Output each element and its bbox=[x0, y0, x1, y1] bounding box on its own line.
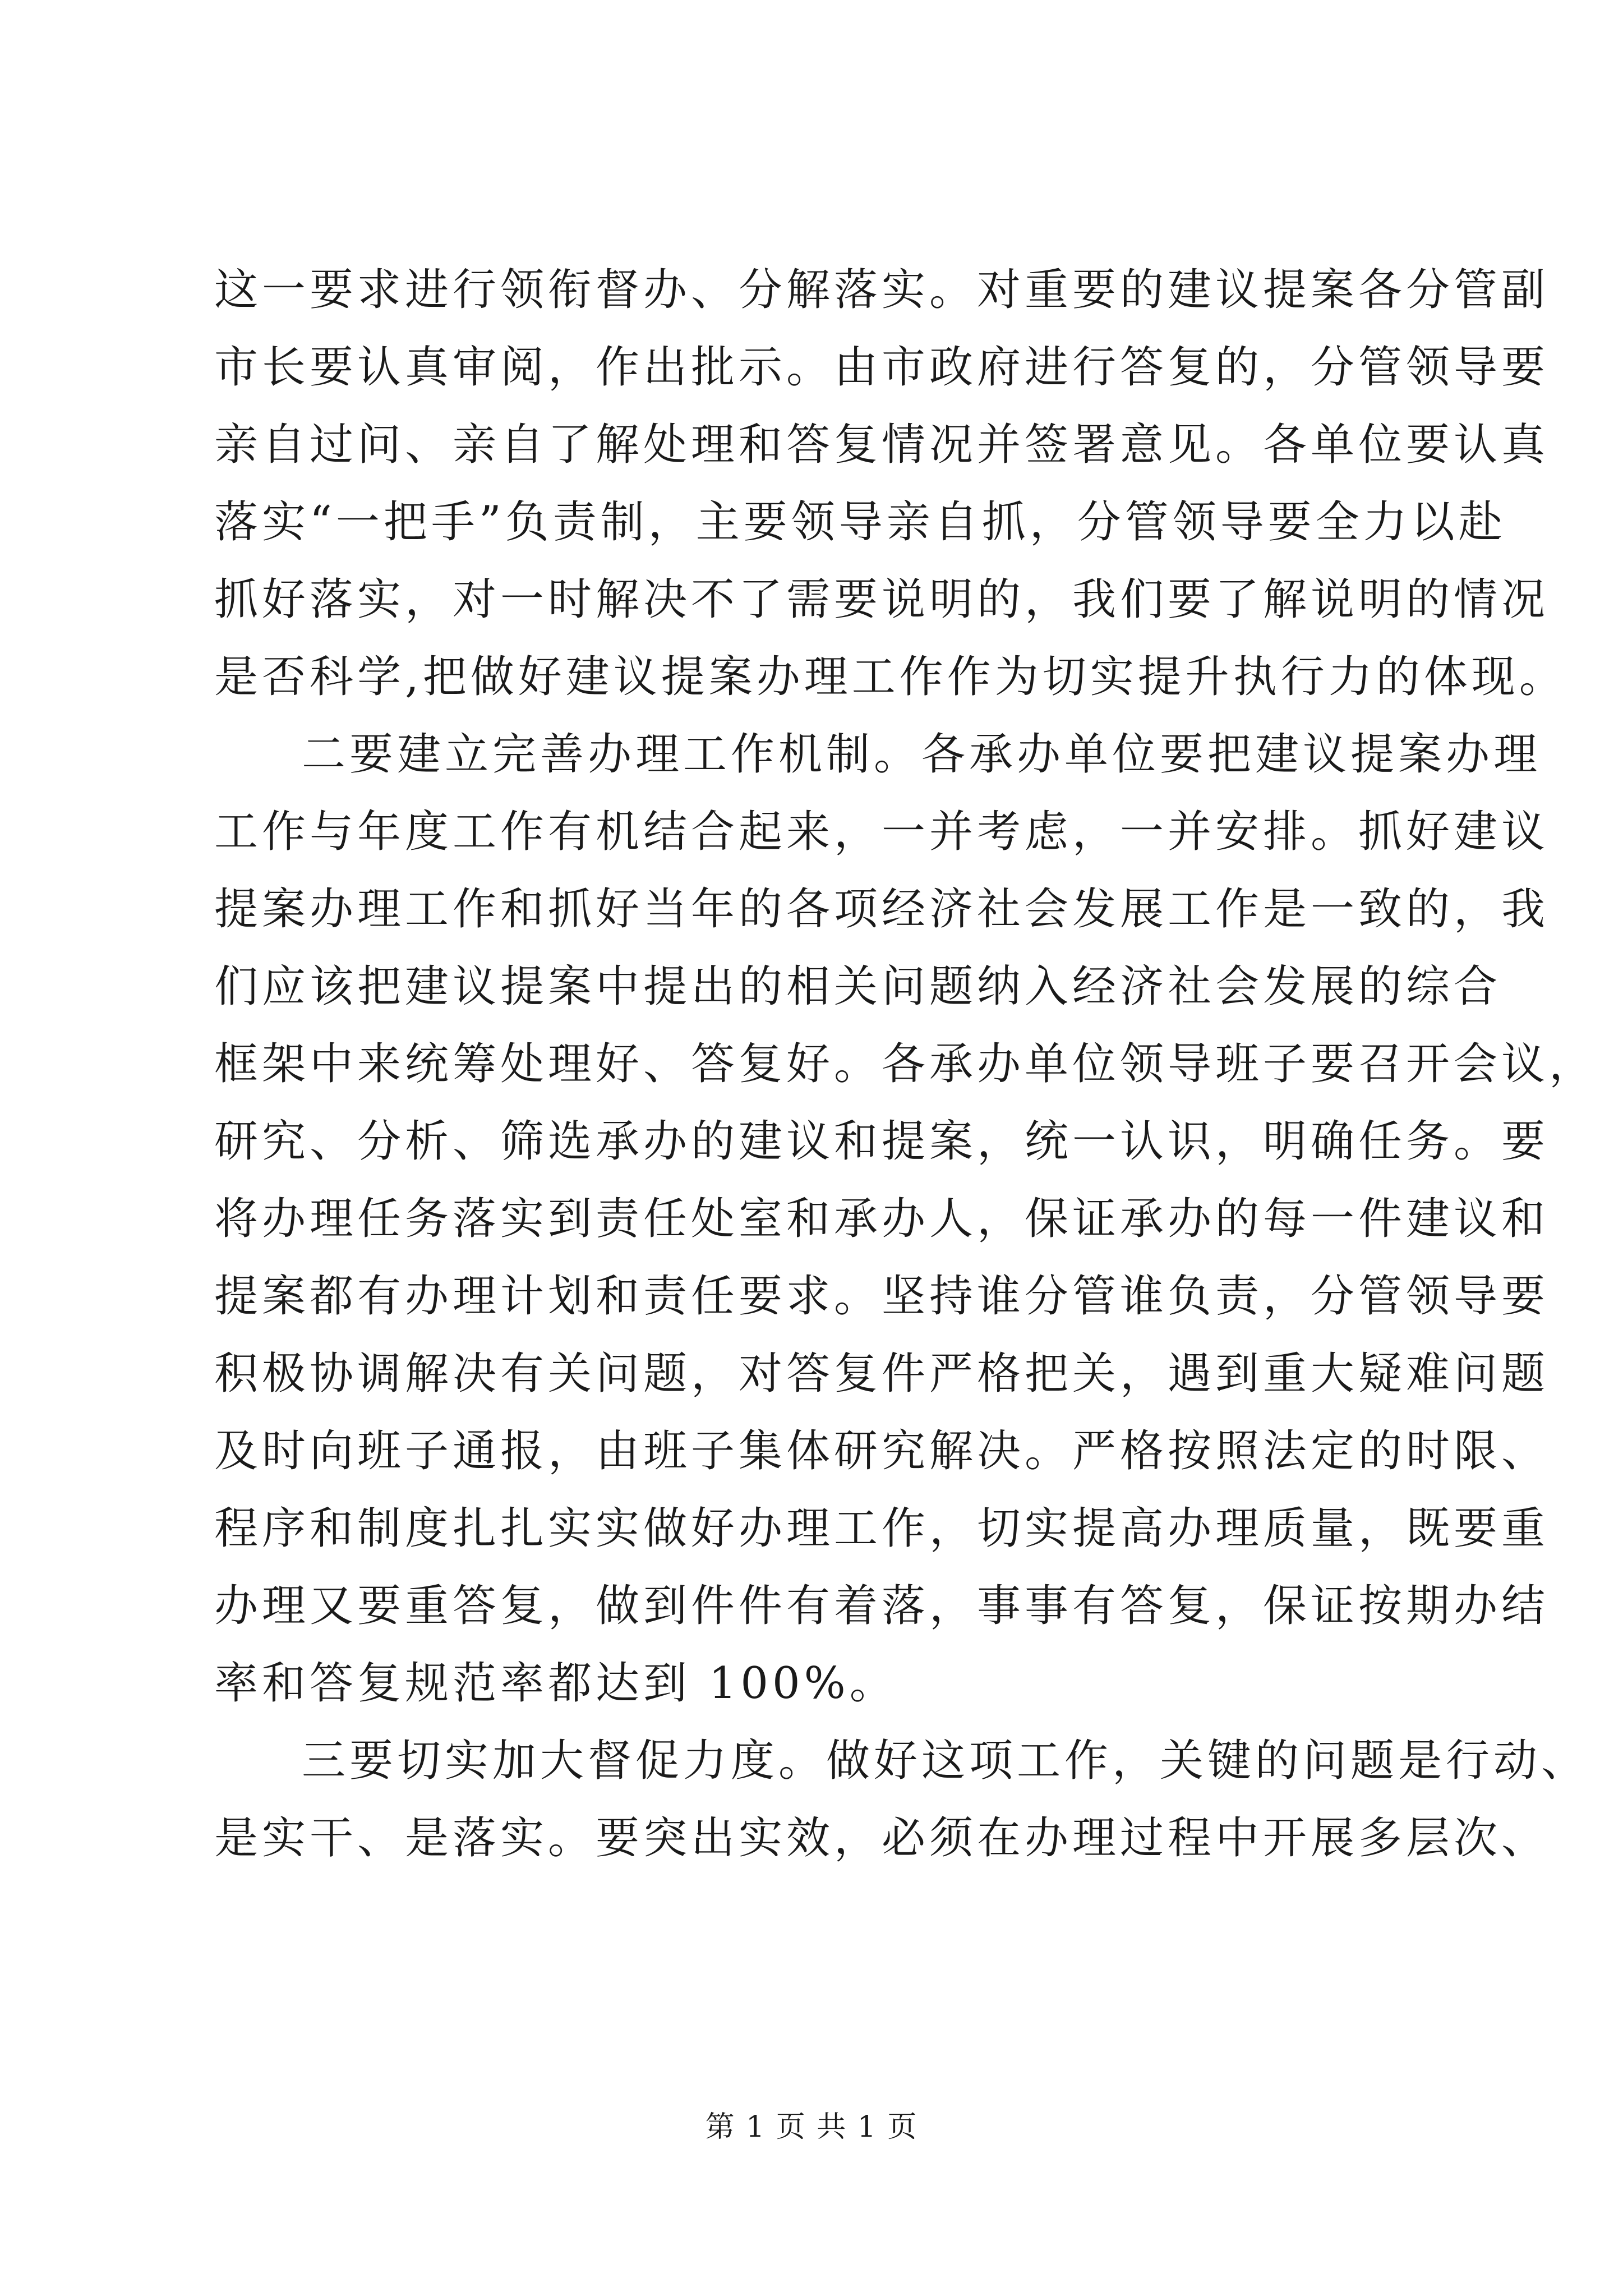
text-line: 抓好落实，对一时解决不了需要说明的，我们要了解说明的情况 bbox=[214, 574, 1550, 625]
text-line: 将办理任务落实到责任处室和承办人，保证承办的每一件建议和 bbox=[214, 1194, 1550, 1244]
text-line: 提案办理工作和抓好当年的各项经济社会发展工作是一致的，我 bbox=[214, 884, 1550, 935]
text-line: 及时向班子通报，由班子集体研究解决。严格按照法定的时限、 bbox=[214, 1426, 1550, 1476]
text-line: 亲自过问、亲自了解处理和答复情况并签署意见。各单位要认真 bbox=[214, 420, 1550, 470]
text-line: 办理又要重答复，做到件件有着落，事事有答复，保证按期办结 bbox=[214, 1581, 1550, 1631]
text-line: 积极协调解决有关问题，对答复件严格把关，遇到重大疑难问题 bbox=[214, 1349, 1550, 1399]
paragraph-start-line: 三要切实加大督促力度。做好这项工作，关键的问题是行动、 bbox=[302, 1736, 1589, 1786]
paragraph-start-line: 二要建立完善办理工作机制。各承办单位要把建议提案办理 bbox=[302, 729, 1542, 780]
text-line: 提案都有办理计划和责任要求。坚持谁分管谁负责，分管领导要 bbox=[214, 1271, 1550, 1322]
text-line: 这一要求进行领衔督办、分解落实。对重要的建议提案各分管副 bbox=[214, 265, 1550, 315]
page-number-footer: 第 1 页 共 1 页 bbox=[705, 2110, 918, 2144]
text-line: 研究、分析、筛选承办的建议和提案，统一认识，明确任务。要 bbox=[214, 1116, 1550, 1167]
text-line: 框架中来统筹处理好、答复好。各承办单位领导班子要召开会议， bbox=[214, 1039, 1597, 1089]
text-line: 落实“一把手”负责制，主要领导亲自抓，分管领导要全力以赴 bbox=[214, 497, 1506, 547]
text-line: 是实干、是落实。要突出实效，必须在办理过程中开展多层次、 bbox=[214, 1813, 1550, 1864]
text-line: 市长要认真审阅，作出批示。由市政府进行答复的，分管领导要 bbox=[214, 342, 1550, 393]
text-line: 工作与年度工作有机结合起来，一并考虑，一并安排。抓好建议 bbox=[214, 807, 1550, 857]
text-line: 程序和制度扎扎实实做好办理工作，切实提高办理质量，既要重 bbox=[214, 1503, 1550, 1554]
paragraph-end-line: 率和答复规范率都达到 100%。 bbox=[214, 1658, 897, 1709]
text-line: 是否科学,把做好建议提案办理工作作为切实提升执行力的体现。 bbox=[214, 652, 1567, 702]
text-line: 们应该把建议提案中提出的相关问题纳入经济社会发展的综合 bbox=[214, 961, 1502, 1012]
